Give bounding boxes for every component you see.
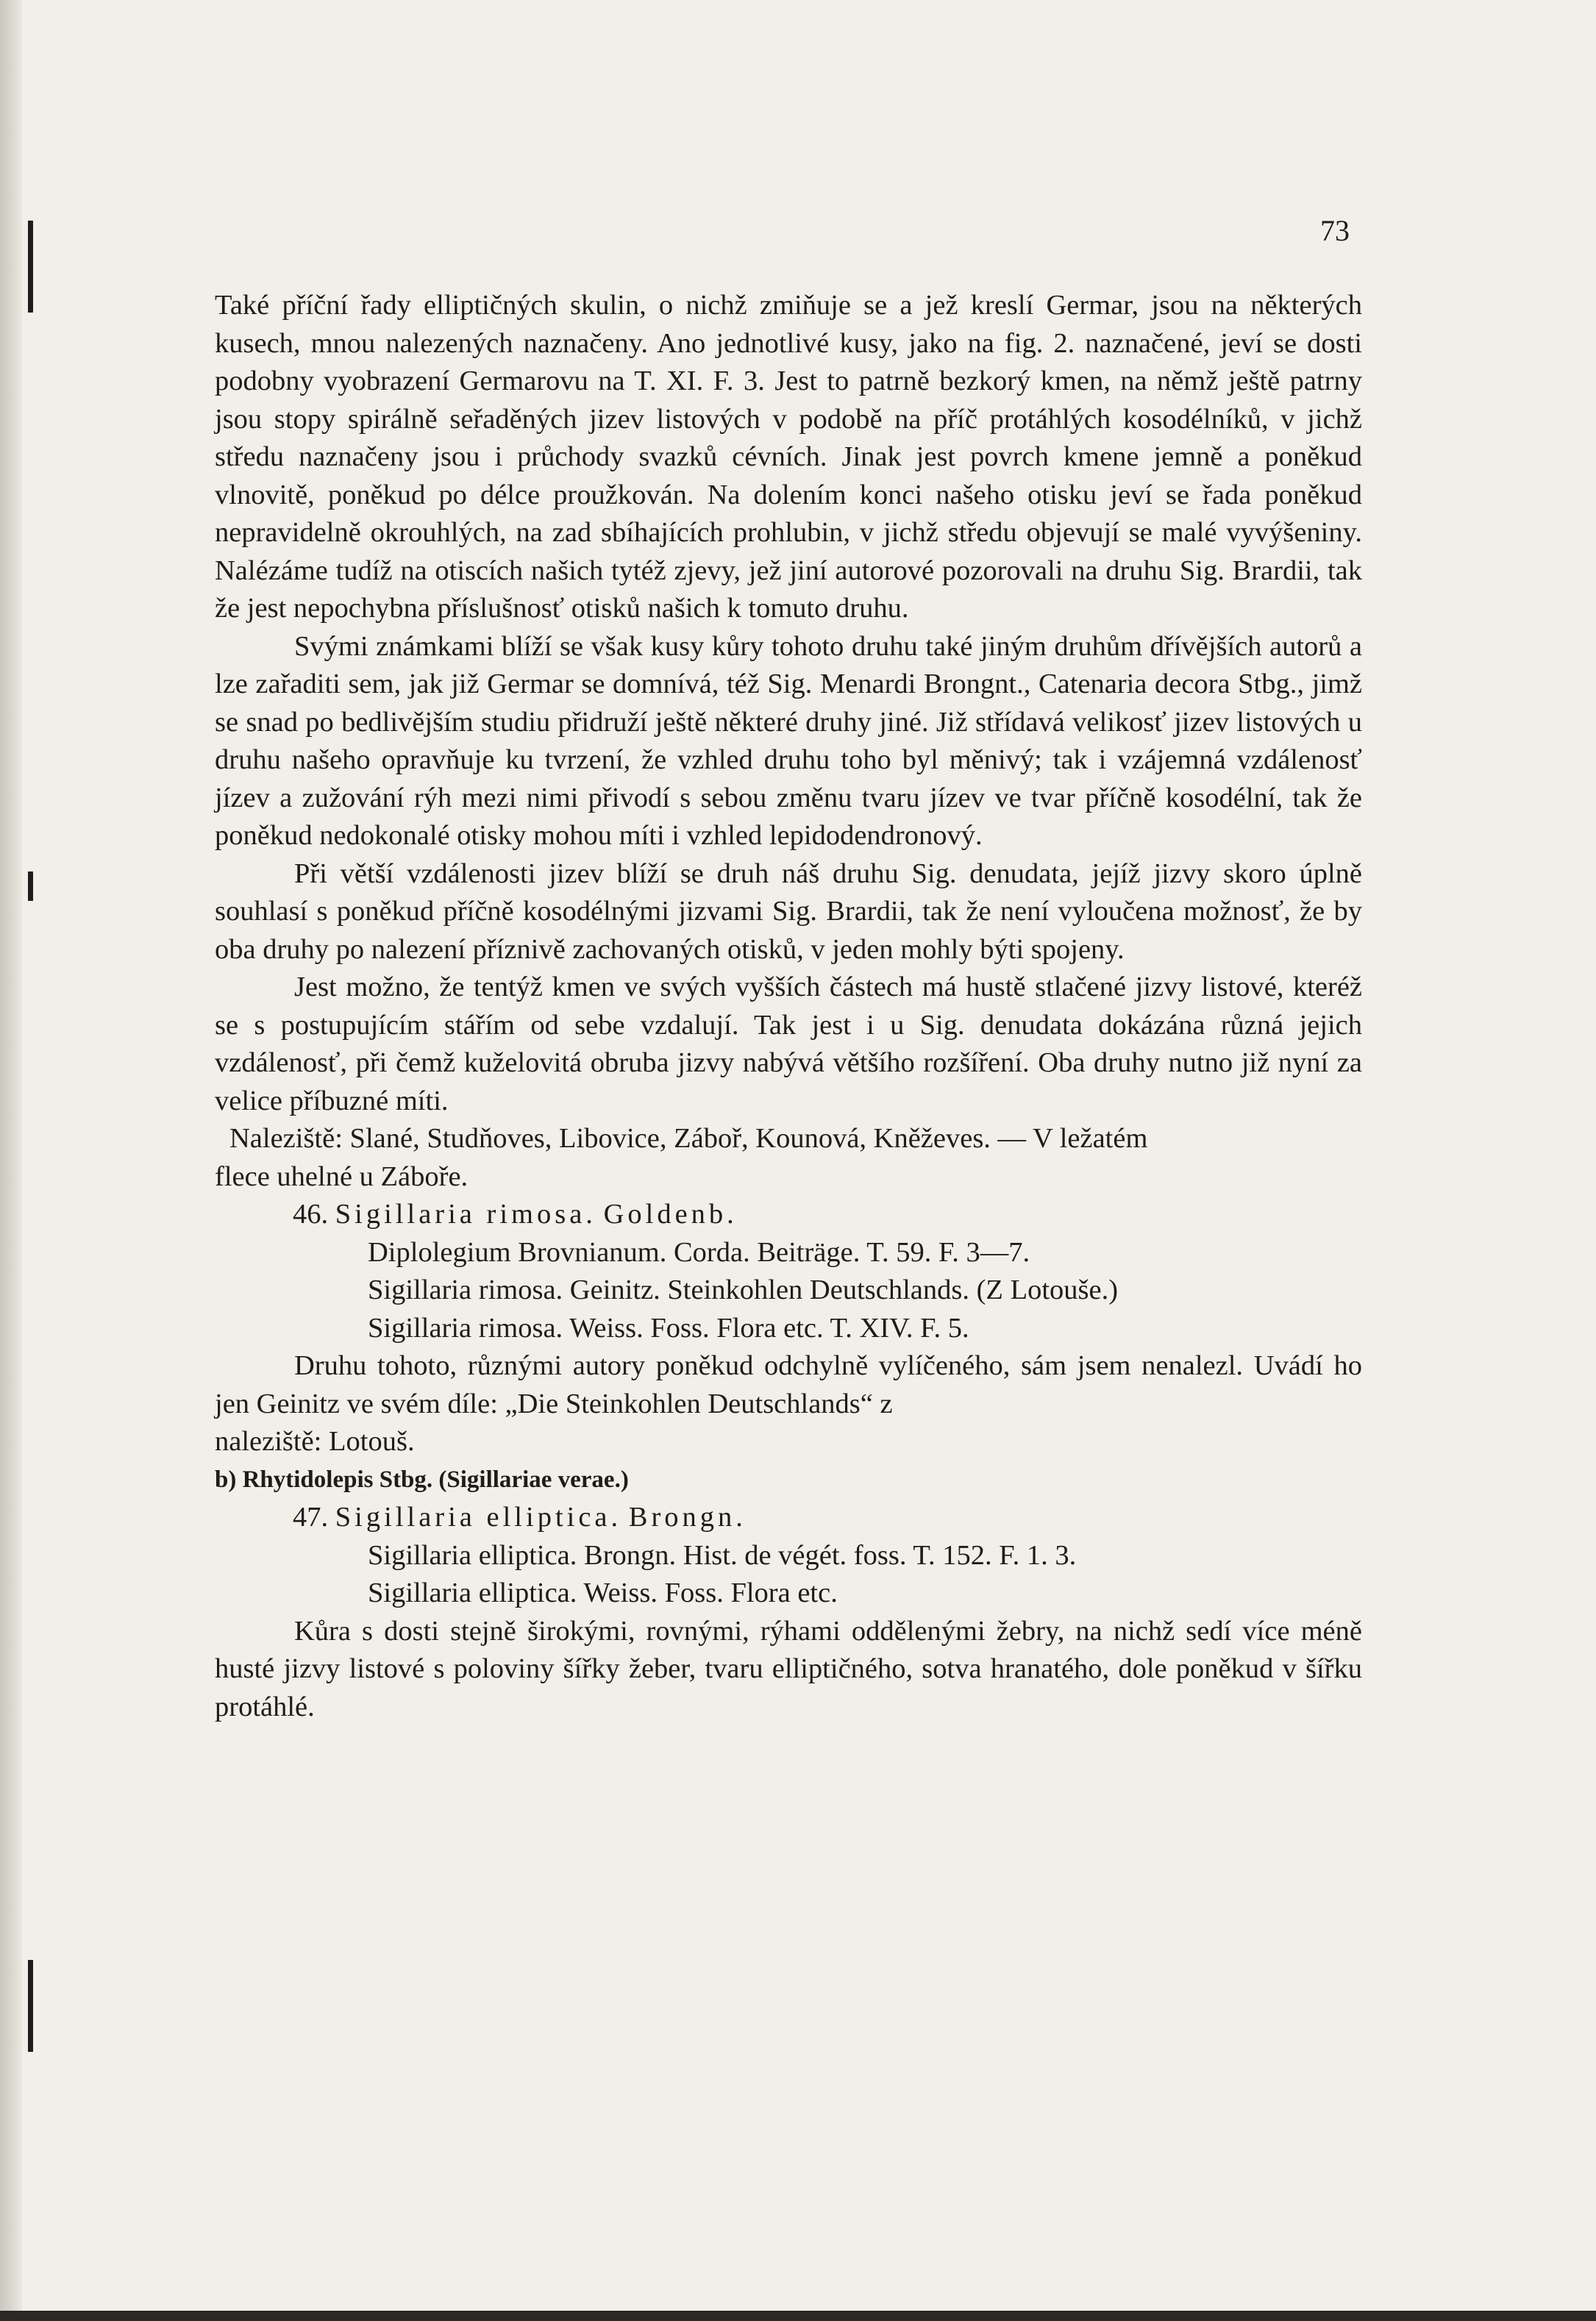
page-bottom-edge (0, 2311, 1596, 2321)
paragraph: Svými známkami blíží se však kusy kůry tohoto druhu také jiným druhům dřívějších autorů a lze zařaditi sem, jak již Germar se domnívá, též Sig. Menardi Brongnt., Catenaria decora Stbg., jimž se snad po bedlivějším studiu přidruží ještě některé druhy jiné. Již střídavá velikosť jizev listových u druhu našeho opravňuje ku tvrzení, že vzhled druhu toho byl měnivý; tak i vzájemná vzdálenosť jízev a zužování rýh mezi nimi přivodí s sebou změnu tvaru jízev ve tvar příčně kosodélní, tak že poněkud nedokonalé otisky mohou míti i vzhled lepidodendronový. (215, 630, 1362, 851)
species-number: 47. (293, 1502, 329, 1533)
species-author: Brongn. (628, 1502, 747, 1533)
locality-line: Naleziště: Slané, Studňoves, Libovice, Záboř, Kounová, Kněževes. — V ležatém (229, 1123, 1148, 1154)
species-heading (215, 1196, 1362, 1234)
section-heading: b) Rhytidolepis Stbg. (Sigillariae verae.) (215, 1466, 629, 1493)
species-name: Sigillaria elliptica. (335, 1502, 622, 1533)
synonym-line: Diplolegium Brovnianum. Corda. Beiträge. T. 59. F. 3—7. (368, 1236, 1030, 1268)
paragraph: Druhu tohoto, různými autory poněkud odchylně vylíčeného, sám jsem nenalezl. Uvádí ho jen Geinitz ve svém díle: „Die Steinkohlen Deutschlands“ z (215, 1350, 1362, 1419)
page-number: 73 (1320, 214, 1350, 247)
edge-mark (28, 871, 33, 901)
edge-mark (28, 1960, 33, 2052)
locality-line: flece uhelné u Záboře. (215, 1160, 469, 1192)
species-author: Goldenb. (603, 1199, 738, 1230)
synonym-line: Sigillaria rimosa. Geinitz. Steinkohlen Deutschlands. (Z Lotouše.) (368, 1274, 1119, 1305)
synonym-line: Sigillaria elliptica. Brongn. Hist. de végét. foss. T. 152. F. 1. 3. (368, 1539, 1077, 1571)
paragraph: Kůra s dosti stejně širokými, rovnými, rýhami oddělenými žebry, na nichž sedí více méně husté jizvy listové s poloviny šířky žeber, tvaru elliptičného, sotva hranatého, dole poněkud v šířku protáhlé. (215, 1615, 1362, 1722)
paragraph: Při větší vzdálenosti jizev blíží se druh náš druhu Sig. denudata, jejíž jizvy skoro úplně souhlasí s poněkud příčně kosodélnými jizvami Sig. Brardii, tak že není vyloučena možnosť, že by oba druhy po nalezení příznivě zachovaných otisků, v jeden mohly býti spojeny. (215, 858, 1362, 965)
paragraph: Také příční řady elliptičných skulin, o nichž zmiňuje se a jež kreslí Germar, jsou na některých kusech, mnou nalezených naznačeny. Ano jednotlivé kusy, jako na fig. 2. naznačené, jeví se dosti podobny vyobrazení Germarovu na T. XI. F. 3. Jest to patrně bezkorý kmen, na němž ještě patrny jsou stopy spirálně seřaděných jizev listových v podobě na příč protáhlých kosodélníků, v jichž středu naznačeny jsou i průchody svazků cévních. Jinak jest povrch kmene jemně a poněkud vlnovitě, poněkud po délce proužkován. Na dolením konci našeho otisku jeví se řada poněkud nepravidelně okrouhlých, na zad sbíhajících prohlubin, v jichž středu objevují se malé vyvýšeniny. Nalézáme tudíž na otiscích našich tytéž zjevy, jež jiní autorové pozorovali na druhu Sig. Brardii, tak že jest nepochybna příslušnosť otisků našich k tomuto druhu. (215, 290, 1362, 624)
species-number: 46. (293, 1199, 329, 1230)
species-heading (215, 1499, 1362, 1537)
species-name: Sigillaria rimosa. (335, 1199, 596, 1230)
binding-spine (0, 0, 22, 2321)
synonym-line: Sigillaria rimosa. Weiss. Foss. Flora etc. T. XIV. F. 5. (368, 1312, 969, 1344)
page-body (215, 287, 1362, 1726)
paragraph: Jest možno, že tentýž kmen ve svých vyšších částech má hustě stlačené jizvy listové, kteréž se s postupujícím stářím od sebe vzdalují. Tak jest i u Sig. denudata dokázána různá jejich vzdálenosť, při čemž kuželovitá obruba jizvy nabývá většího rozšíření. Oba druhy nutno již nyní za velice příbuzné míti. (215, 971, 1362, 1116)
locality-line: naleziště: Lotouš. (215, 1426, 415, 1457)
synonym-line: Sigillaria elliptica. Weiss. Foss. Flora etc. (368, 1577, 838, 1608)
edge-mark (28, 221, 33, 313)
